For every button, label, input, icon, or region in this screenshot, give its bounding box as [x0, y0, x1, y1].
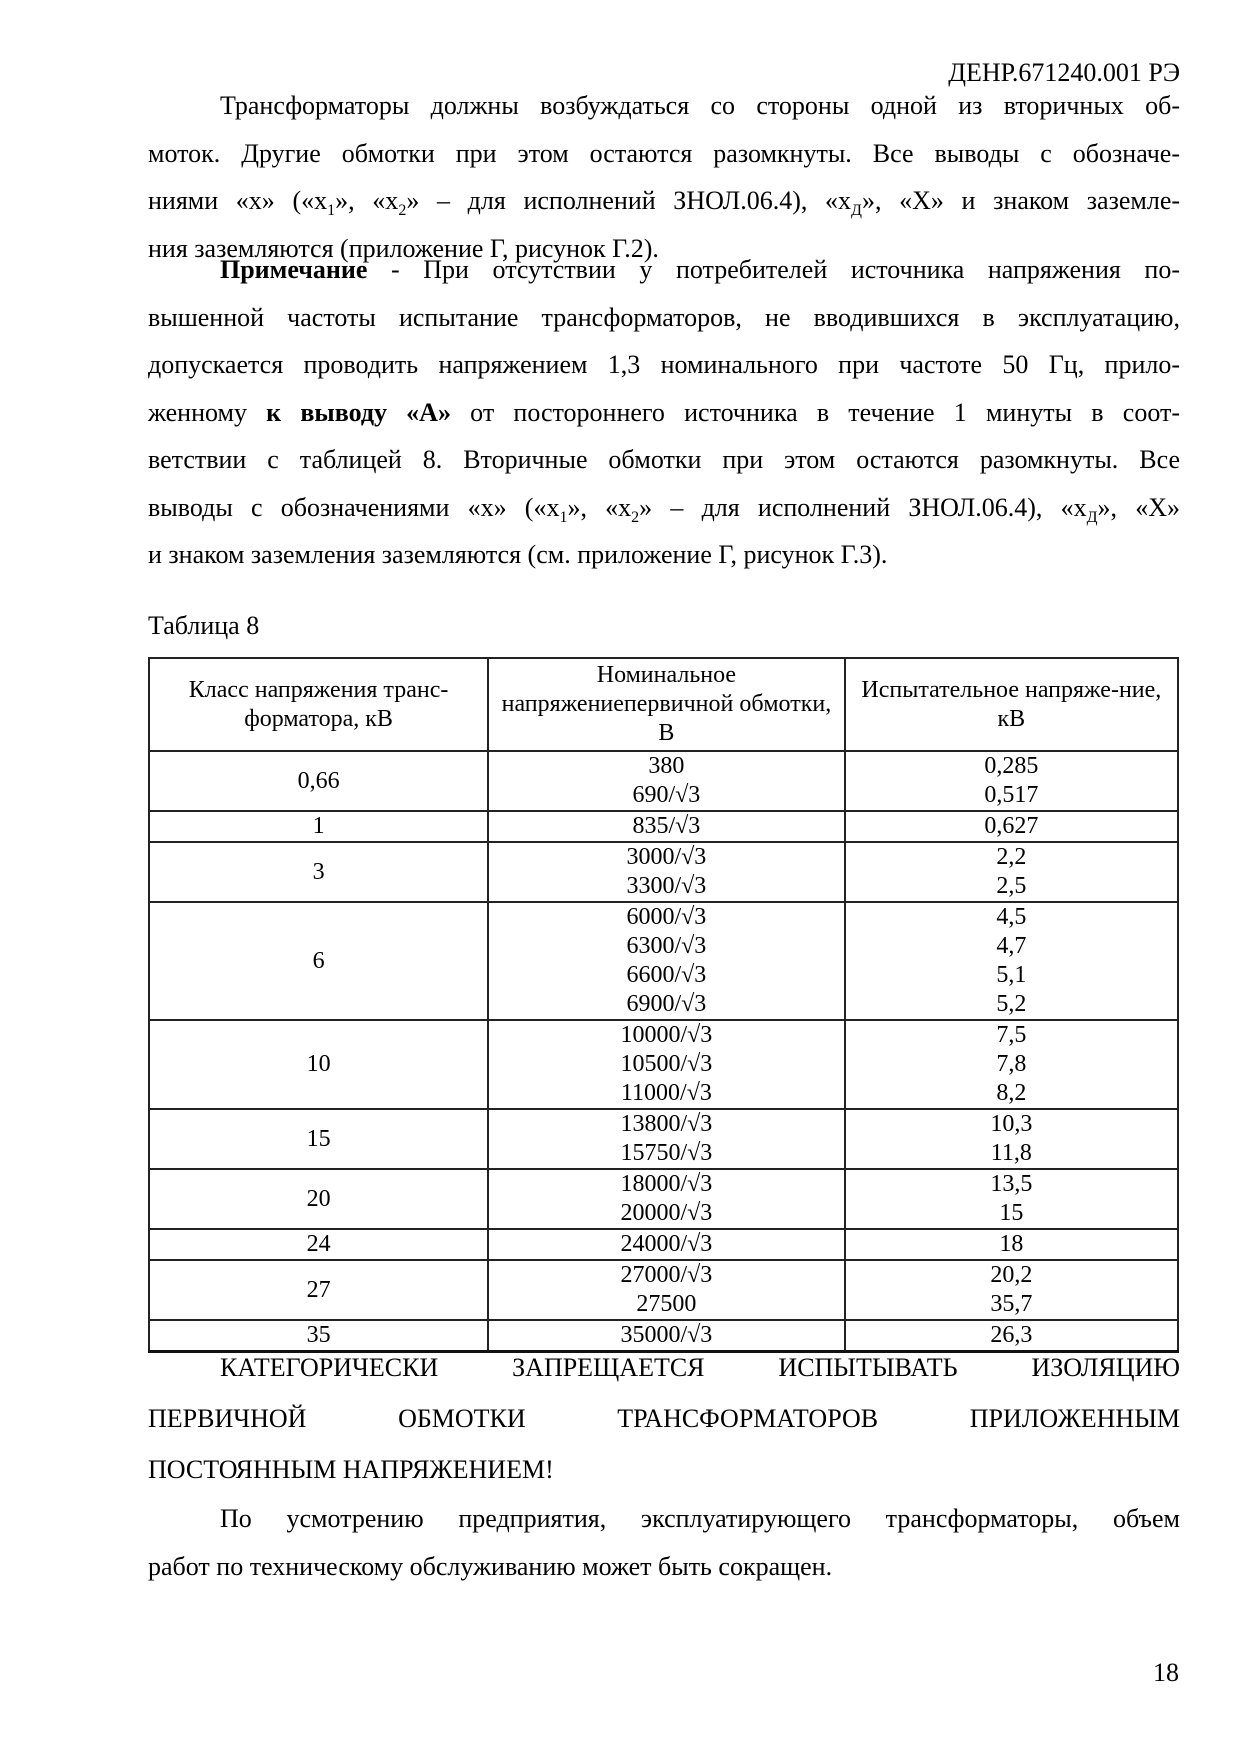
terminal-a-emphasis: к выводу «А» — [266, 397, 451, 427]
cell-nominal: 380 690/√3 — [488, 751, 845, 811]
cell-test: 7,5 7,8 8,2 — [845, 1020, 1178, 1109]
table-header-row — [149, 658, 1178, 751]
text-line: выводы с обозначениями «х» («$х_1$», «$х_2$» – для исполнений ЗНОЛ.06.4), «$х_Д$», «Х» — [148, 492, 1180, 526]
cell-test: 26,3 — [845, 1320, 1178, 1352]
text-line: вышенной частоты испытание трансформаторов, не вводившихся в эксплуатацию, — [148, 302, 1180, 332]
column-header-test: Испытательное напряже-ние, кВ — [845, 658, 1178, 751]
text-line: По усмотрению предприятия, эксплуатирующего трансформаторы, объем — [220, 1504, 1180, 1533]
cell-class: 1 — [149, 811, 488, 842]
text-line: ветствии с таблицей 8. Вторичные обмотки при этом остаются разомкнуты. Все — [148, 445, 1180, 474]
table-row — [149, 1260, 1178, 1320]
table-row — [149, 842, 1178, 902]
table-row — [149, 1109, 1178, 1169]
cell-class: 15 — [149, 1109, 488, 1169]
warning-line: ПЕРВИЧНОЙ ОБМОТКИ ТРАНСФОРМАТОРОВ ПРИЛОЖЕННЫМ — [148, 1404, 1180, 1433]
document-code: ДЕНР.671240.001 РЭ — [948, 58, 1180, 87]
text-line: моток. Другие обмотки при этом остаются разомкнуты. Все выводы с обозначе- — [148, 138, 1180, 168]
cell-test: 13,5 15 — [845, 1169, 1178, 1229]
cell-nominal: 13800/√3 15750/√3 — [488, 1109, 845, 1169]
cell-test: 0,627 — [845, 811, 1178, 842]
maintenance-paragraph — [148, 1495, 1180, 1590]
cell-class: 3 — [149, 842, 488, 902]
cell-test: 10,3 11,8 — [845, 1109, 1178, 1169]
cell-class: 0,66 — [149, 751, 488, 811]
table-row — [149, 1169, 1178, 1229]
text-line: ниями «х» («$х_1$», «$х_2$» – для исполнений ЗНОЛ.06.4), «$х_Д$», «Х» и знаком заземле- — [148, 186, 1181, 219]
warning-block — [148, 1342, 1180, 1495]
cell-nominal: 6000/√3 6300/√3 6600/√3 6900/√3 — [488, 902, 845, 1020]
text-line: ния заземляются (приложение Г, рисунок Г.2). — [148, 233, 659, 263]
table-row — [149, 1229, 1178, 1260]
test-voltage-table — [148, 657, 1179, 1353]
text-line: и знаком заземления заземляются (см. приложение Г, рисунок Г.3). — [148, 540, 888, 569]
cell-class: 10 — [149, 1020, 488, 1109]
cell-class: 20 — [149, 1169, 488, 1229]
warning-line: КАТЕГОРИЧЕСКИ ЗАПРЕЩАЕТСЯ ИСПЫТЫВАТЬ ИЗОЛЯЦИЮ — [220, 1353, 1180, 1382]
cell-nominal: 24000/√3 — [488, 1229, 845, 1260]
cell-test: 0,285 0,517 — [845, 751, 1178, 811]
cell-class: 35 — [149, 1320, 488, 1352]
cell-class: 24 — [149, 1229, 488, 1260]
table-row — [149, 751, 1178, 811]
cell-nominal: 10000/√3 10500/√3 11000/√3 — [488, 1020, 845, 1109]
text-line: женному к выводу «А» от постороннего источника в течение 1 минуты в соот- — [148, 397, 1180, 427]
cell-nominal: 35000/√3 — [488, 1320, 845, 1352]
column-header-class: Класс напряжения транс-форматора, кВ — [149, 658, 488, 751]
text-line: работ по техническому обслуживанию может быть сокращен. — [148, 1551, 833, 1581]
cell-nominal: 835/√3 — [488, 811, 845, 842]
note-label: Примечание — [220, 255, 368, 284]
table-row — [149, 902, 1178, 1020]
cell-class: 27 — [149, 1260, 488, 1320]
cell-test: 2,2 2,5 — [845, 842, 1178, 902]
cell-test: 4,5 4,7 5,1 5,2 — [845, 902, 1178, 1020]
text-line: допускается проводить напряжением 1,3 номинального при частоте 50 Гц, прило- — [148, 350, 1180, 379]
cell-nominal: 18000/√3 20000/√3 — [488, 1169, 845, 1229]
table-row — [149, 1020, 1178, 1109]
paragraph-excitation — [148, 82, 1180, 272]
note-paragraph: Примечание - При отсутствии у потребителей источника напряжения по- вышенной частоты испытание трансформаторов, не вводившихся в эксплуатацию, допускается проводить напряжением 1,3 номинального при частоте 50 Гц, прило- женному к выводу «А» от постороннего источника в течение 1 минуты в соот- ветствии с таблицей 8. Вторичные обмотки при этом остаются разомкнуты. Все выводы с обозначениями «х» («$х_1$», «$х_2$» – для исполнений ЗНОЛ.06.4), «$х_Д$», «Х» и знаком заземления заземляются (см. приложение Г, рисунок Г.3). — [148, 246, 1180, 579]
cell-test: 18 — [845, 1229, 1178, 1260]
table-caption: Таблица 8 — [148, 611, 260, 640]
table-row — [149, 811, 1178, 842]
cell-nominal: 3000/√3 3300/√3 — [488, 842, 845, 902]
cell-class: 6 — [149, 902, 488, 1020]
cell-test: 20,2 35,7 — [845, 1260, 1178, 1320]
column-header-nominal: Номинальное напряжениепервичной обмотки, В — [488, 658, 845, 751]
cell-nominal: 27000/√3 27500 — [488, 1260, 845, 1320]
text-line: Трансформаторы должны возбуждаться со стороны одной из вторичных об- — [220, 91, 1180, 120]
page-number: 18 — [1153, 1658, 1179, 1687]
warning-line: ПОСТОЯННЫМ НАПРЯЖЕНИЕМ! — [148, 1455, 554, 1484]
